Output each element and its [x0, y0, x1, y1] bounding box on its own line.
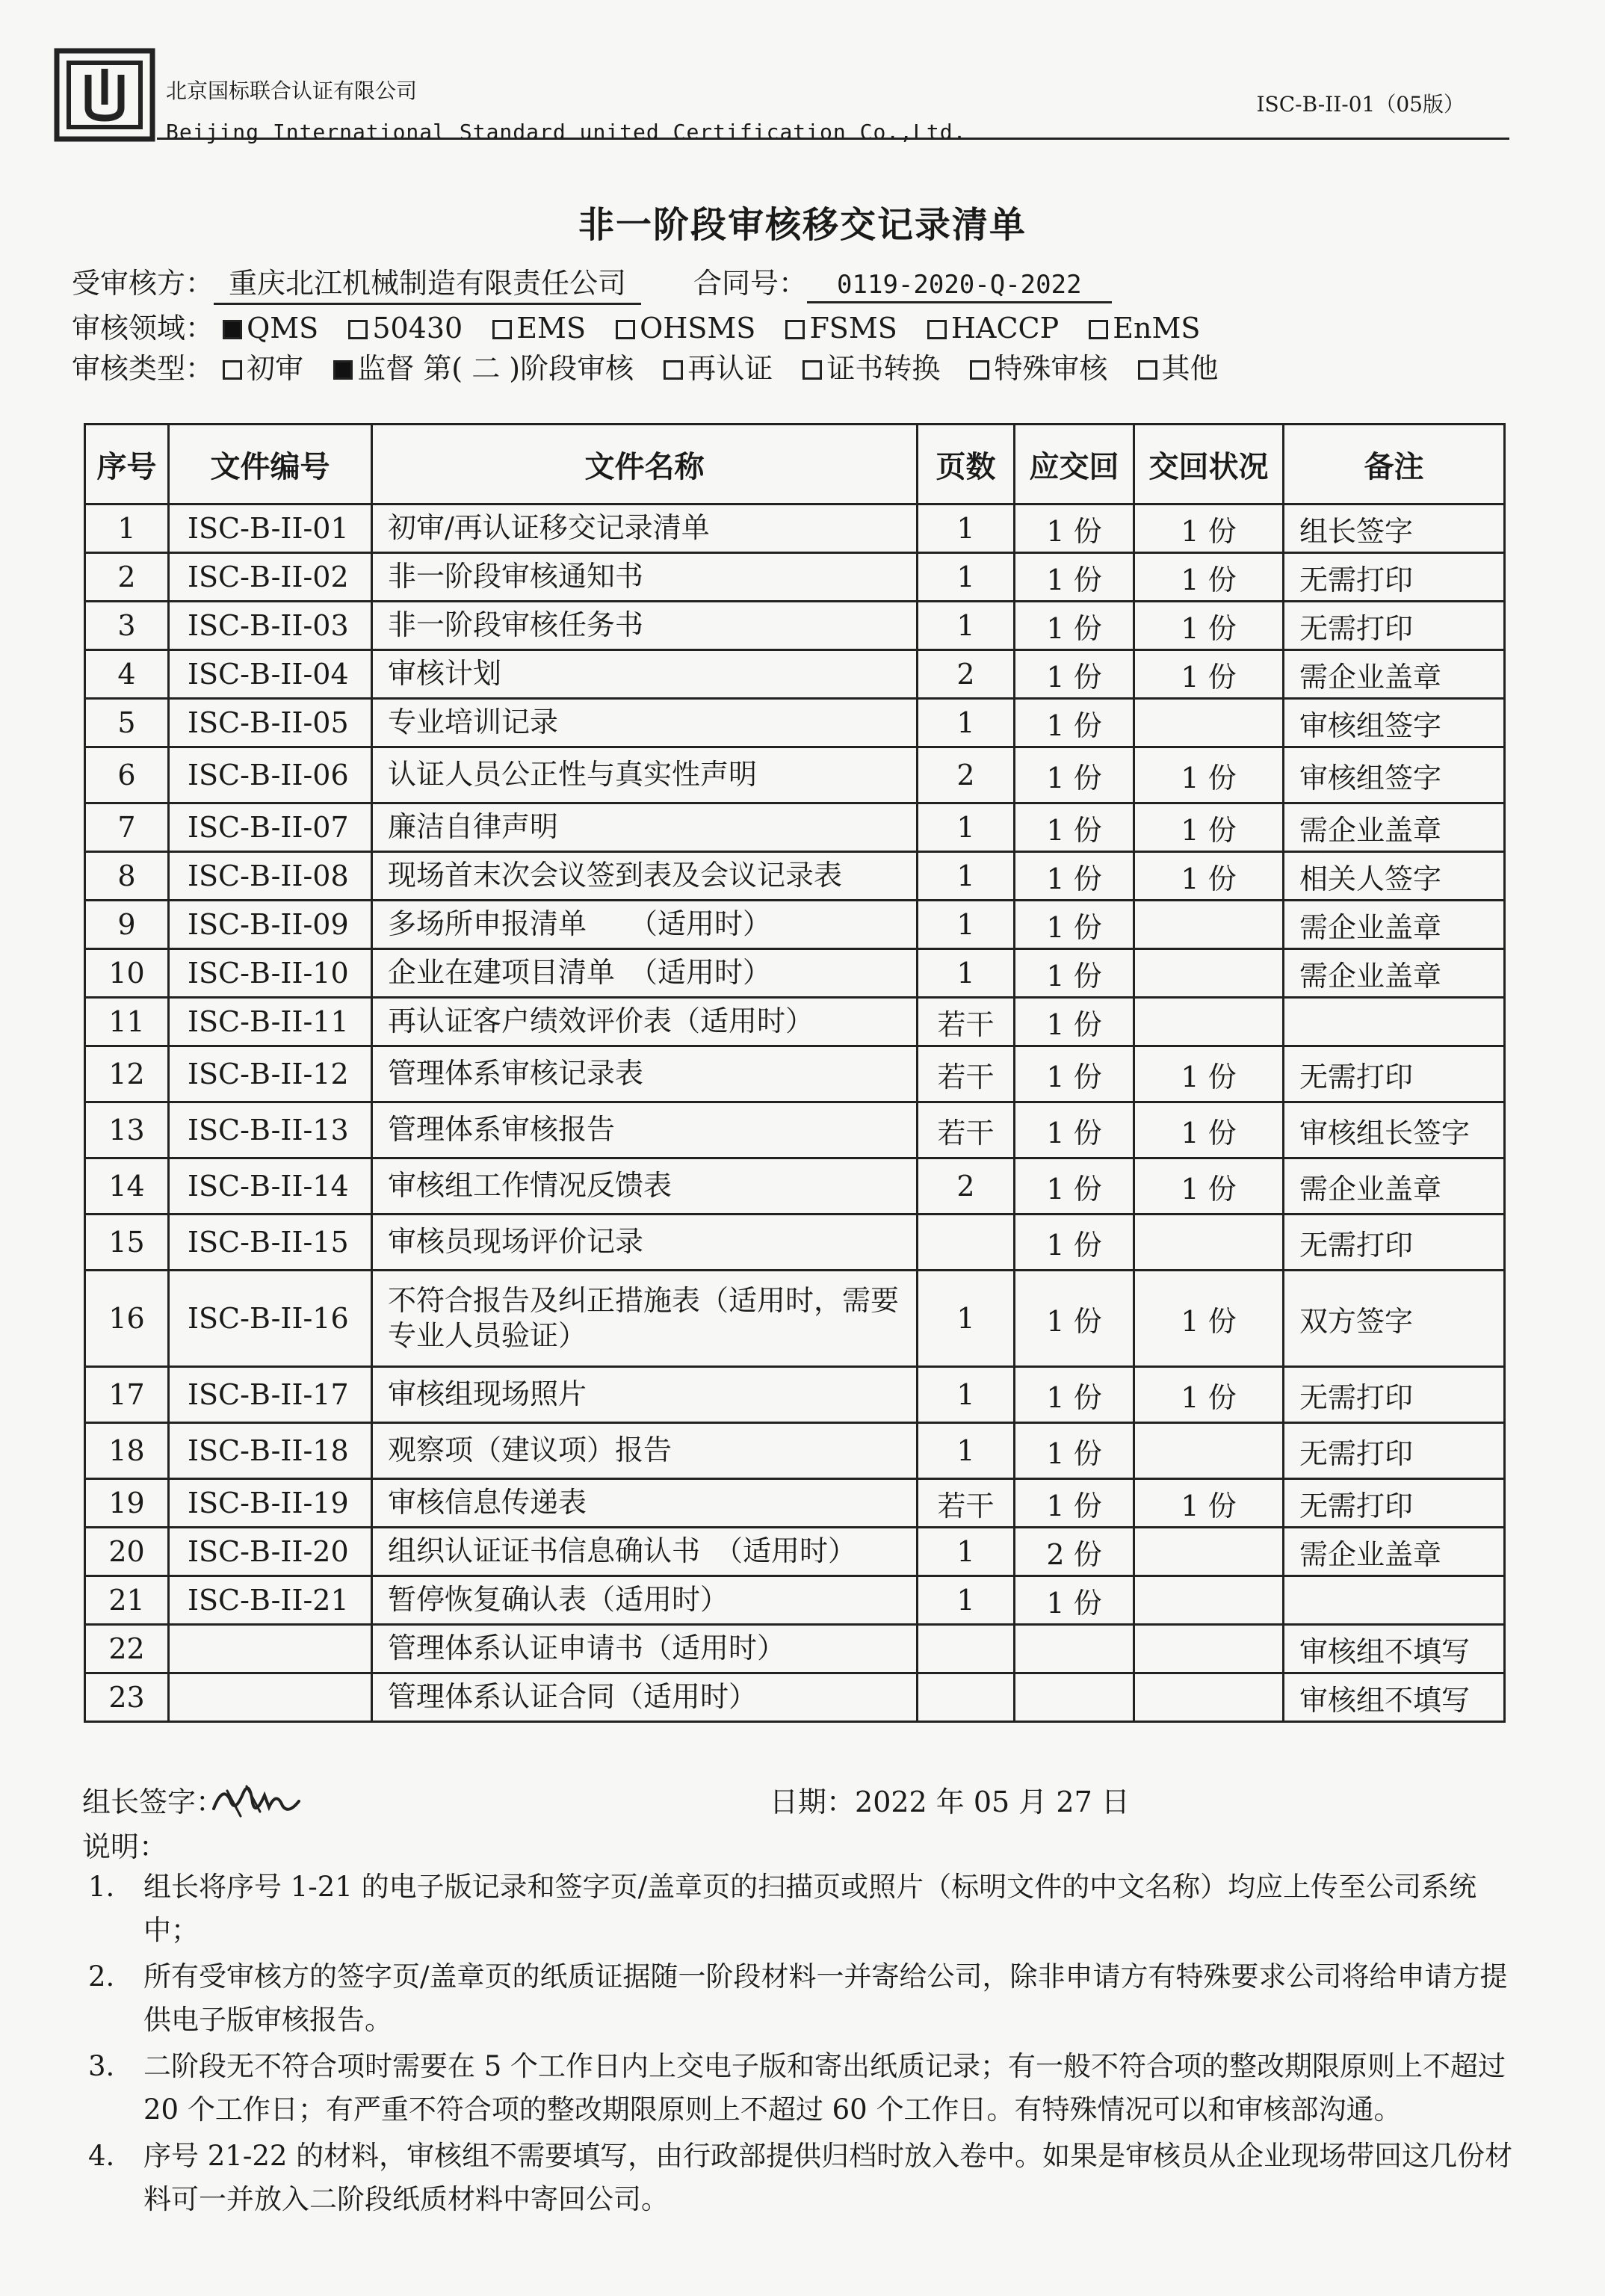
table-row — [85, 602, 1505, 650]
company-name-cn: 北京国标联合认证有限公司 — [166, 78, 418, 103]
cell-notes: 需企业盖章 — [1284, 949, 1505, 998]
note-text: 序号 21-22 的材料，审核组不需要填写，由行政部提供归档时放入卷中。如果是审核员从企业现场带回这几份材料可一并放入二阶段纸质材料中寄回公司。 — [143, 2140, 1513, 2215]
table-row — [85, 1673, 1505, 1722]
type-option-surveillance[interactable]: 监督 第( 二 )阶段审核 — [333, 352, 634, 385]
audit-domain-row — [72, 305, 1221, 346]
cell-name: 组织认证证书信息确认书 （适用时） — [372, 1528, 918, 1576]
cell-notes — [1284, 998, 1505, 1046]
note-number: 4. — [88, 2140, 115, 2172]
domain-option-haccp[interactable]: HACCP — [927, 312, 1059, 345]
cell-required: 1 份 — [1015, 1102, 1134, 1158]
checkbox-icon — [927, 320, 947, 339]
note-item — [88, 2045, 1515, 2132]
cell-no: 1 — [85, 504, 169, 553]
cell-delivered: 1 份 — [1134, 1102, 1284, 1158]
cell-no: 2 — [85, 553, 169, 602]
cell-name: 审核信息传递表 — [372, 1479, 918, 1528]
domain-option-qms[interactable]: QMS — [223, 312, 318, 345]
note-text: 二阶段无不符合项时需要在 5 个工作日内上交电子版和寄出纸质记录；有一般不符合项的整改期限原则上不超过 20 个工作日；有严重不符合项的整改期限原则上不超过 60 个工作日。有特殊情况可以和审核部沟通。 — [143, 2050, 1506, 2126]
cell-code: ISC-B-II-17 — [169, 1367, 372, 1423]
domain-option-ohsms[interactable]: OHSMS — [616, 312, 755, 345]
cell-name: 专业培训记录 — [372, 699, 918, 747]
col-header-required: 应交回 — [1015, 425, 1134, 504]
note-text: 所有受审核方的签字页/盖章页的纸质证据随一阶段材料一并寄给公司，除非申请方有特殊要求公司将给申请方提供电子版审核报告。 — [143, 1960, 1508, 2036]
checked-box-icon — [223, 320, 242, 339]
table-row — [85, 699, 1505, 747]
cell-required: 1 份 — [1015, 901, 1134, 949]
cell-no: 8 — [85, 852, 169, 901]
cell-name: 暂停恢复确认表（适用时） — [372, 1576, 918, 1625]
table-row — [85, 1215, 1505, 1271]
cell-notes: 审核组长签字 — [1284, 1102, 1505, 1158]
cell-notes: 无需打印 — [1284, 1479, 1505, 1528]
date-line — [770, 1779, 1130, 1820]
cell-no: 14 — [85, 1158, 169, 1215]
cell-name: 审核员现场评价记录 — [372, 1215, 918, 1271]
cell-pages: 1 — [918, 553, 1015, 602]
cell-pages: 1 — [918, 699, 1015, 747]
table-row — [85, 1367, 1505, 1423]
auditee-row — [72, 260, 1112, 305]
cell-pages: 1 — [918, 901, 1015, 949]
table-row — [85, 998, 1505, 1046]
cell-notes: 无需打印 — [1284, 1046, 1505, 1102]
cell-code: ISC-B-II-11 — [169, 998, 372, 1046]
audit-domain-label: 审核领域： — [72, 312, 214, 345]
cell-notes: 审核组不填写 — [1284, 1673, 1505, 1722]
cell-pages: 若干 — [918, 1479, 1015, 1528]
table-row — [85, 504, 1505, 553]
cell-pages: 2 — [918, 650, 1015, 699]
cell-no: 21 — [85, 1576, 169, 1625]
cell-required: 1 份 — [1015, 803, 1134, 852]
cell-delivered: 1 份 — [1134, 1158, 1284, 1215]
cell-pages: 1 — [918, 803, 1015, 852]
cell-delivered — [1134, 998, 1284, 1046]
cell-notes: 审核组签字 — [1284, 699, 1505, 747]
leader-signature-label: 组长签字： — [82, 1786, 225, 1818]
cell-required: 1 份 — [1015, 1271, 1134, 1367]
cell-code: ISC-B-II-02 — [169, 553, 372, 602]
col-header-pages: 页数 — [918, 425, 1015, 504]
cell-delivered — [1134, 699, 1284, 747]
cell-code: ISC-B-II-05 — [169, 699, 372, 747]
cell-pages — [918, 1625, 1015, 1673]
cell-delivered: 1 份 — [1134, 553, 1284, 602]
cell-delivered: 1 份 — [1134, 803, 1284, 852]
cell-name: 现场首末次会议签到表及会议记录表 — [372, 852, 918, 901]
col-header-name: 文件名称 — [372, 425, 918, 504]
cell-required — [1015, 1625, 1134, 1673]
cell-required: 1 份 — [1015, 949, 1134, 998]
note-number: 2. — [88, 1960, 115, 1993]
cell-pages: 1 — [918, 1271, 1015, 1367]
header-rule — [157, 138, 1509, 140]
cell-name: 认证人员公正性与真实性声明 — [372, 747, 918, 803]
cell-notes: 双方签字 — [1284, 1271, 1505, 1367]
cell-delivered: 1 份 — [1134, 1479, 1284, 1528]
cell-no: 13 — [85, 1102, 169, 1158]
cell-code: ISC-B-II-13 — [169, 1102, 372, 1158]
cell-required: 1 份 — [1015, 1423, 1134, 1479]
note-number: 3. — [88, 2050, 115, 2082]
cell-delivered — [1134, 901, 1284, 949]
domain-option-50430[interactable]: 50430 — [348, 312, 463, 345]
cell-name: 审核组工作情况反馈表 — [372, 1158, 918, 1215]
records-body — [85, 504, 1505, 1722]
cell-code: ISC-B-II-16 — [169, 1271, 372, 1367]
cell-required: 1 份 — [1015, 699, 1134, 747]
type-option-other[interactable]: 其他 — [1138, 352, 1219, 385]
cell-code: ISC-B-II-04 — [169, 650, 372, 699]
cell-no: 20 — [85, 1528, 169, 1576]
cell-code: ISC-B-II-01 — [169, 504, 372, 553]
table-row — [85, 553, 1505, 602]
cell-no: 22 — [85, 1625, 169, 1673]
cell-delivered — [1134, 1673, 1284, 1722]
type-option-special[interactable]: 特殊审核 — [970, 352, 1107, 385]
domain-option-enms[interactable]: EnMS — [1089, 312, 1200, 345]
checkbox-icon — [785, 320, 805, 339]
cell-no: 10 — [85, 949, 169, 998]
cell-code: ISC-B-II-06 — [169, 747, 372, 803]
col-header-notes: 备注 — [1284, 425, 1505, 504]
checkbox-icon — [616, 320, 635, 339]
cell-notes: 无需打印 — [1284, 602, 1505, 650]
company-name-en: Beijing International Standard united Certification Co.,Ltd. — [166, 120, 967, 144]
cell-pages: 1 — [918, 602, 1015, 650]
cell-notes: 无需打印 — [1284, 1423, 1505, 1479]
cell-code — [169, 1673, 372, 1722]
cell-name: 多场所申报清单 （适用时） — [372, 901, 918, 949]
type-option-initial[interactable]: 初审 — [223, 352, 303, 385]
cell-notes: 相关人签字 — [1284, 852, 1505, 901]
cell-code: ISC-B-II-18 — [169, 1423, 372, 1479]
checkbox-icon — [348, 320, 368, 339]
contract-label: 合同号： — [693, 267, 808, 300]
checkbox-icon — [970, 360, 989, 380]
cell-no: 23 — [85, 1673, 169, 1722]
cell-required: 1 份 — [1015, 1367, 1134, 1423]
cell-pages: 1 — [918, 1576, 1015, 1625]
cell-pages: 若干 — [918, 998, 1015, 1046]
table-row — [85, 1158, 1505, 1215]
cell-required: 1 份 — [1015, 1046, 1134, 1102]
cell-delivered — [1134, 1215, 1284, 1271]
cell-code: ISC-B-II-09 — [169, 901, 372, 949]
cell-delivered: 1 份 — [1134, 504, 1284, 553]
cell-delivered: 1 份 — [1134, 852, 1284, 901]
cell-name: 不符合报告及纠正措施表（适用时，需要专业人员验证） — [372, 1271, 918, 1367]
cell-name: 再认证客户绩效评价表（适用时） — [372, 998, 918, 1046]
cell-name: 非一阶段审核任务书 — [372, 602, 918, 650]
cell-notes: 需企业盖章 — [1284, 650, 1505, 699]
table-row — [85, 901, 1505, 949]
cell-name: 管理体系认证合同（适用时） — [372, 1673, 918, 1722]
checkbox-icon — [1089, 320, 1108, 339]
type-option-recertification[interactable]: 再认证 — [664, 352, 773, 385]
type-option-transfer[interactable]: 证书转换 — [802, 352, 940, 385]
auditee-label: 受审核方： — [72, 267, 214, 300]
cell-no: 6 — [85, 747, 169, 803]
cell-notes: 审核组签字 — [1284, 747, 1505, 803]
cell-no: 19 — [85, 1479, 169, 1528]
date-value: 2022 年 05 月 27 日 — [855, 1786, 1130, 1818]
cell-code: ISC-B-II-21 — [169, 1576, 372, 1625]
col-header-code: 文件编号 — [169, 425, 372, 504]
cell-name: 观察项（建议项）报告 — [372, 1423, 918, 1479]
cell-required: 1 份 — [1015, 650, 1134, 699]
domain-option-fsms[interactable]: FSMS — [785, 312, 897, 345]
handwritten-signature — [208, 1770, 305, 1830]
cell-notes: 无需打印 — [1284, 1215, 1505, 1271]
auditee-field: 重庆北江机械制造有限责任公司 — [214, 260, 641, 305]
audit-type-row — [72, 345, 1240, 386]
checked-box-icon — [333, 360, 353, 380]
cell-required: 1 份 — [1015, 1158, 1134, 1215]
cell-required — [1015, 1673, 1134, 1722]
cell-notes: 审核组不填写 — [1284, 1625, 1505, 1673]
cell-notes: 无需打印 — [1284, 553, 1505, 602]
note-item — [88, 2135, 1515, 2221]
cell-no: 17 — [85, 1367, 169, 1423]
cell-code: ISC-B-II-19 — [169, 1479, 372, 1528]
cell-no: 5 — [85, 699, 169, 747]
document-code: ISC-B-II-01（05版） — [1256, 92, 1465, 117]
cell-name: 审核计划 — [372, 650, 918, 699]
cell-name: 廉洁自律声明 — [372, 803, 918, 852]
cell-code: ISC-B-II-20 — [169, 1528, 372, 1576]
cell-delivered — [1134, 1576, 1284, 1625]
cell-name: 管理体系认证申请书（适用时） — [372, 1625, 918, 1673]
cell-required: 2 份 — [1015, 1528, 1134, 1576]
table-row — [85, 650, 1505, 699]
cell-name: 管理体系审核记录表 — [372, 1046, 918, 1102]
table-row — [85, 949, 1505, 998]
cell-required: 1 份 — [1015, 747, 1134, 803]
cell-name: 初审/再认证移交记录清单 — [372, 504, 918, 553]
cell-delivered: 1 份 — [1134, 1046, 1284, 1102]
table-row — [85, 1271, 1505, 1367]
cell-pages: 若干 — [918, 1046, 1015, 1102]
cell-delivered: 1 份 — [1134, 602, 1284, 650]
note-item — [88, 1866, 1515, 1952]
table-row — [85, 1479, 1505, 1528]
cell-pages: 1 — [918, 1423, 1015, 1479]
cell-pages: 2 — [918, 747, 1015, 803]
cell-no: 12 — [85, 1046, 169, 1102]
cell-code: ISC-B-II-15 — [169, 1215, 372, 1271]
date-label: 日期： — [770, 1786, 856, 1818]
cell-name: 企业在建项目清单 （适用时） — [372, 949, 918, 998]
cell-required: 1 份 — [1015, 602, 1134, 650]
table-header-row — [85, 425, 1505, 504]
page-title: 非一阶段审核移交记录清单 — [578, 204, 1027, 246]
cell-notes: 需企业盖章 — [1284, 901, 1505, 949]
cell-notes: 需企业盖章 — [1284, 1528, 1505, 1576]
notes-list — [88, 1866, 1515, 2224]
cell-code: ISC-B-II-08 — [169, 852, 372, 901]
cell-pages: 1 — [918, 1528, 1015, 1576]
cell-no: 4 — [85, 650, 169, 699]
cell-required: 1 份 — [1015, 1479, 1134, 1528]
cell-required: 1 份 — [1015, 553, 1134, 602]
table-row — [85, 1046, 1505, 1102]
cell-notes: 需企业盖章 — [1284, 1158, 1505, 1215]
cell-required: 1 份 — [1015, 504, 1134, 553]
note-text: 组长将序号 1-21 的电子版记录和签字页/盖章页的扫描页或照片（标明文件的中文名称）均应上传至公司系统中； — [143, 1871, 1477, 1946]
cell-name: 管理体系审核报告 — [372, 1102, 918, 1158]
table-row — [85, 1576, 1505, 1625]
cell-required: 1 份 — [1015, 1576, 1134, 1625]
cell-code: ISC-B-II-10 — [169, 949, 372, 998]
cell-pages — [918, 1215, 1015, 1271]
table-row — [85, 1423, 1505, 1479]
cell-no: 7 — [85, 803, 169, 852]
checkbox-icon — [664, 360, 683, 380]
table-row — [85, 852, 1505, 901]
cell-delivered — [1134, 1423, 1284, 1479]
cell-notes: 需企业盖章 — [1284, 803, 1505, 852]
cell-required: 1 份 — [1015, 852, 1134, 901]
cell-code: ISC-B-II-12 — [169, 1046, 372, 1102]
domain-option-ems[interactable]: EMS — [492, 312, 586, 345]
cell-pages: 若干 — [918, 1102, 1015, 1158]
cell-pages — [918, 1673, 1015, 1722]
cell-notes: 无需打印 — [1284, 1367, 1505, 1423]
cell-no: 3 — [85, 602, 169, 650]
checkbox-icon — [802, 360, 822, 380]
cell-no: 9 — [85, 901, 169, 949]
cell-no: 15 — [85, 1215, 169, 1271]
cell-pages: 1 — [918, 504, 1015, 553]
cell-delivered: 1 份 — [1134, 1367, 1284, 1423]
cell-delivered: 1 份 — [1134, 747, 1284, 803]
table-row — [85, 803, 1505, 852]
table-row — [85, 747, 1505, 803]
cell-pages: 1 — [918, 1367, 1015, 1423]
cell-delivered — [1134, 1625, 1284, 1673]
checkbox-icon — [1138, 360, 1157, 380]
cell-code: ISC-B-II-14 — [169, 1158, 372, 1215]
audit-type-label: 审核类型： — [72, 352, 214, 385]
cell-no: 11 — [85, 998, 169, 1046]
note-item — [88, 1955, 1515, 2042]
cell-required: 1 份 — [1015, 998, 1134, 1046]
contract-field: 0119-2020-Q-2022 — [807, 270, 1112, 303]
cell-notes: 组长签字 — [1284, 504, 1505, 553]
cell-delivered: 1 份 — [1134, 650, 1284, 699]
cell-pages: 2 — [918, 1158, 1015, 1215]
cell-delivered — [1134, 1528, 1284, 1576]
cell-required: 1 份 — [1015, 1215, 1134, 1271]
cell-name: 非一阶段审核通知书 — [372, 553, 918, 602]
cell-notes — [1284, 1576, 1505, 1625]
checkbox-icon — [492, 320, 512, 339]
company-logo — [52, 46, 157, 144]
cell-code — [169, 1625, 372, 1673]
table-row — [85, 1625, 1505, 1673]
note-number: 1. — [88, 1871, 115, 1903]
table-row — [85, 1528, 1505, 1576]
cell-pages: 1 — [918, 852, 1015, 901]
cell-pages: 1 — [918, 949, 1015, 998]
cell-delivered: 1 份 — [1134, 1271, 1284, 1367]
cell-code: ISC-B-II-07 — [169, 803, 372, 852]
notes-label: 说明： — [82, 1830, 168, 1863]
col-header-delivered: 交回状况 — [1134, 425, 1284, 504]
table-row — [85, 1102, 1505, 1158]
cell-no: 16 — [85, 1271, 169, 1367]
cell-name: 审核组现场照片 — [372, 1367, 918, 1423]
cell-no: 18 — [85, 1423, 169, 1479]
records-table — [84, 423, 1506, 1723]
col-header-no: 序号 — [85, 425, 169, 504]
cell-delivered — [1134, 949, 1284, 998]
checkbox-icon — [223, 360, 242, 380]
cell-code: ISC-B-II-03 — [169, 602, 372, 650]
